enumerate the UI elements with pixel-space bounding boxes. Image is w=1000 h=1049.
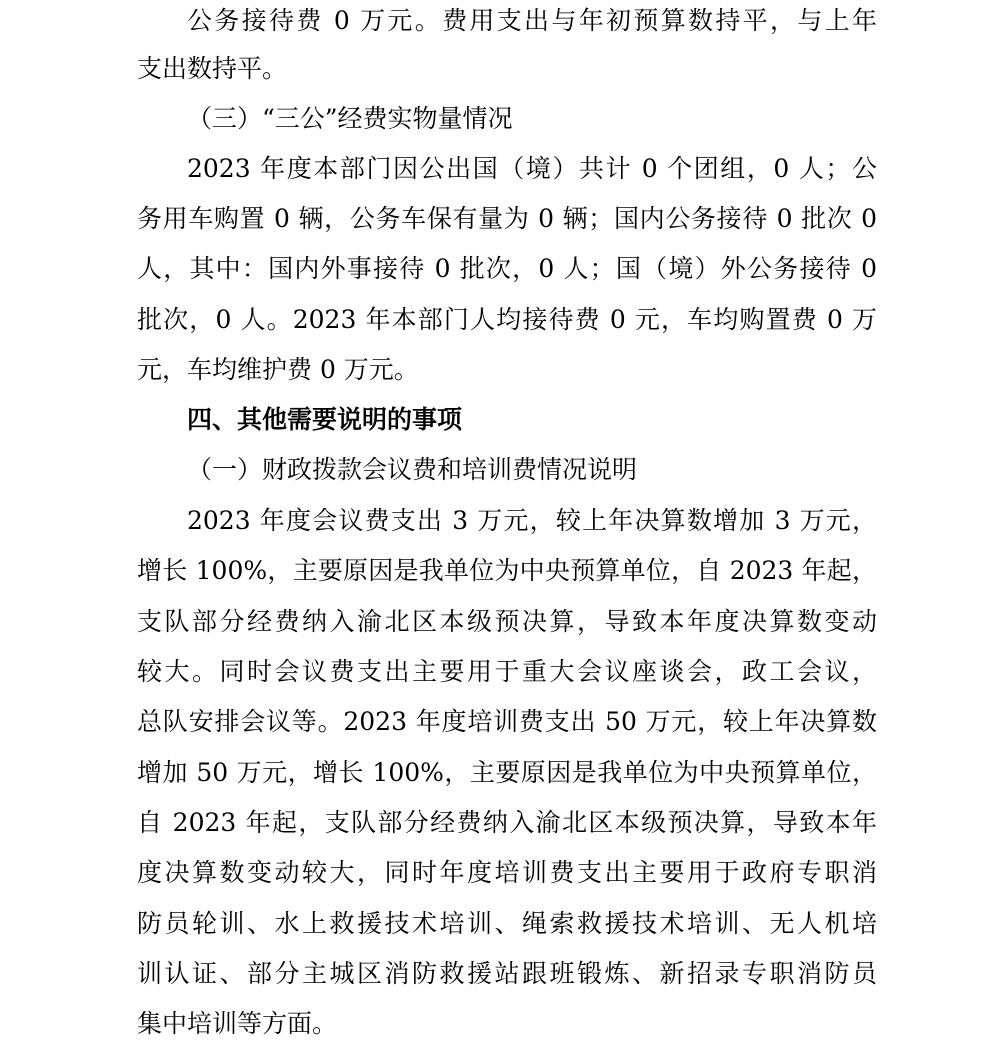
paragraph-line: 集中培训等方面。	[137, 1009, 338, 1038]
paragraph-line: 训认证、部分主城区消防救援站跟班锻炼、新招录专职消防员	[137, 959, 877, 988]
paragraph-line: 防员轮训、水上救援技术培训、绳索救援技术培训、无人机培	[137, 909, 877, 938]
paragraph-line: 自 2023 年起，支队部分经费纳入渝北区本级预决算，导致本年	[137, 808, 877, 837]
paragraph-line: 支出数持平。	[137, 54, 288, 83]
paragraph-line: 支队部分经费纳入渝北区本级预决算，导致本年度决算数变动	[137, 607, 877, 636]
paragraph-line: 元，车均维护费 0 万元。	[137, 355, 419, 384]
section-subheading: （三）“三公”经费实物量情况	[187, 104, 513, 133]
paragraph-line: 2023 年度本部门因公出国（境）共计 0 个团组，0 人；公	[187, 154, 877, 183]
paragraph-line: 总队安排会议等。2023 年度培训费支出 50 万元，较上年决算数	[137, 707, 877, 736]
paragraph-line: 批次，0 人。2023 年本部门人均接待费 0 元，车均购置费 0 万	[137, 305, 877, 334]
paragraph-line: 增长 100%，主要原因是我单位为中央预算单位，自 2023 年起，	[137, 556, 877, 585]
section-heading: 四、其他需要说明的事项	[187, 405, 463, 434]
paragraph-line: 2023 年度会议费支出 3 万元，较上年决算数增加 3 万元，	[187, 506, 877, 535]
section-subheading: （一）财政拨款会议费和培训费情况说明	[187, 455, 638, 484]
paragraph-line: 人，其中：国内外事接待 0 批次，0 人；国（境）外公务接待 0	[137, 254, 877, 283]
paragraph-line: 度决算数变动较大，同时年度培训费支出主要用于政府专职消	[137, 858, 877, 887]
paragraph-line: 公务接待费 0 万元。费用支出与年初预算数持平，与上年	[187, 6, 877, 35]
paragraph-line: 较大。同时会议费支出主要用于重大会议座谈会，政工会议，	[137, 657, 877, 686]
paragraph-line: 务用车购置 0 辆，公务车保有量为 0 辆；国内公务接待 0 批次 0	[137, 204, 877, 233]
paragraph-line: 增加 50 万元，增长 100%，主要原因是我单位为中央预算单位，	[137, 758, 877, 787]
